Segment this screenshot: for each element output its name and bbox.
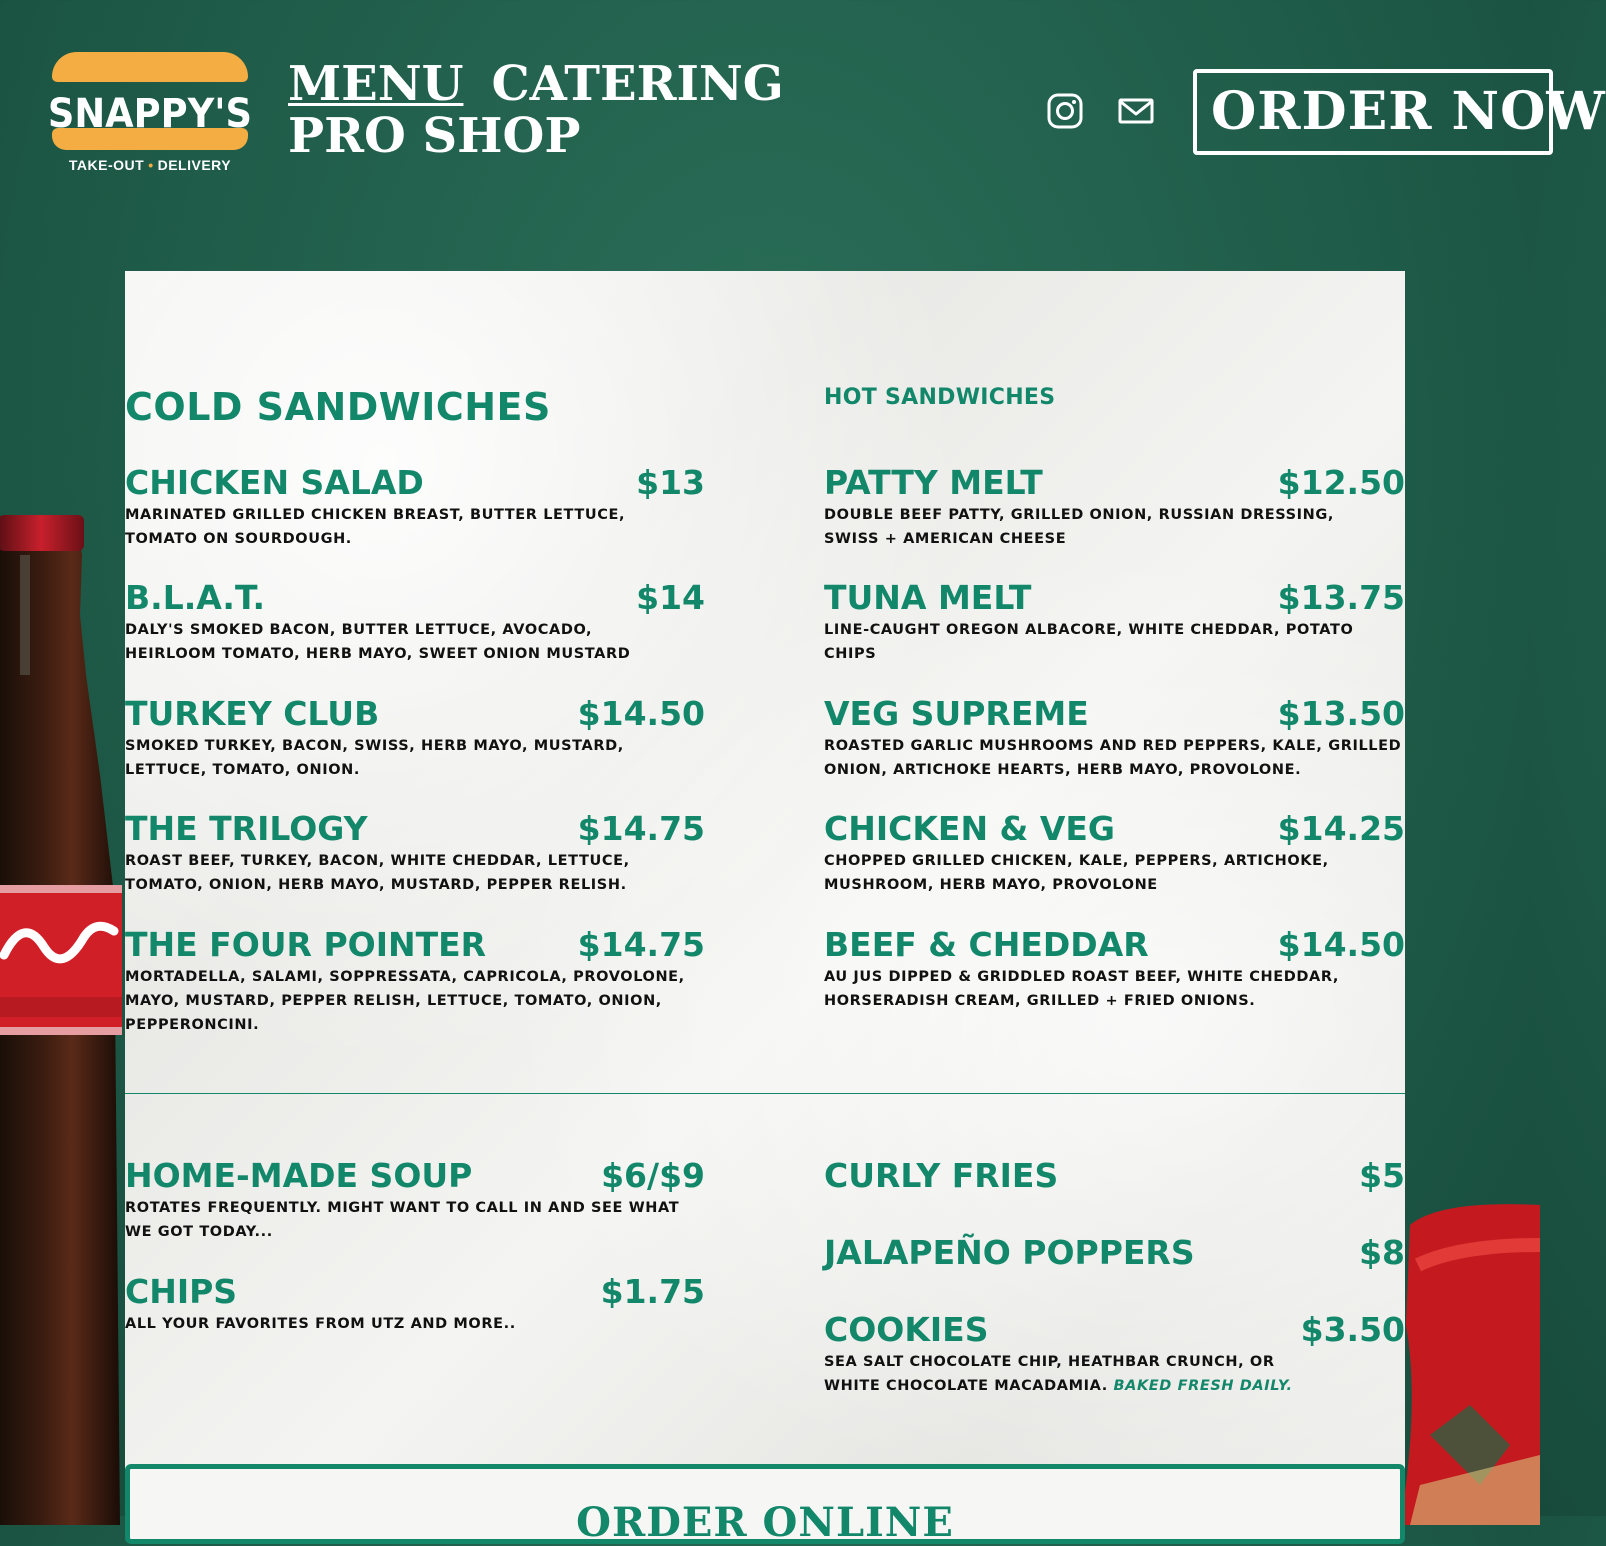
- item-description: MORTADELLA, SALAMI, SOPPRESSATA, CAPRICOLA, PROVOLONE, MAYO, MUSTARD, PEPPER RELISH, LETTUCE, TOMATO, ONION, PEPPERONCINI.: [125, 969, 685, 1033]
- item-description: [824, 1350, 1324, 1398]
- order-online-label: ORDER ONLINE: [576, 1499, 954, 1546]
- logo-tagline: [46, 157, 254, 173]
- item-name: TUNA MELT: [824, 578, 1032, 617]
- item-name: B.L.A.T.: [125, 578, 265, 617]
- item-price: $14.75: [577, 925, 705, 964]
- item-price: $14.50: [577, 694, 705, 733]
- item-name: HOME-MADE SOUP: [125, 1156, 473, 1195]
- item-description: DALY'S SMOKED BACON, BUTTER LETTUCE, AVOCADO, HEIRLOOM TOMATO, HERB MAYO, SWEET ONION MUSTARD: [125, 622, 631, 662]
- order-now-button[interactable]: ORDER NOW: [1193, 69, 1553, 155]
- item-name: CURLY FRIES: [824, 1156, 1059, 1195]
- item-description: CHOPPED GRILLED CHICKEN, KALE, PEPPERS, ARTICHOKE, MUSHROOM, HERB MAYO, PROVOLONE: [824, 853, 1329, 893]
- item-price: $3.50: [1300, 1310, 1405, 1349]
- item-name: CHIPS: [125, 1272, 238, 1311]
- item-description: MARINATED GRILLED CHICKEN BREAST, BUTTER LETTUCE, TOMATO ON SOURDOUGH.: [125, 507, 626, 547]
- item-price: $5: [1359, 1156, 1405, 1195]
- item-price: $8: [1359, 1233, 1405, 1272]
- item-description: ROTATES FREQUENTLY. MIGHT WANT TO CALL IN AND SEE WHAT WE GOT TODAY...: [125, 1200, 680, 1240]
- item-price: $6/$9: [601, 1156, 705, 1195]
- chip-bag-image: [1400, 1205, 1540, 1525]
- item-description: LINE-CAUGHT OREGON ALBACORE, WHITE CHEDDAR, POTATO CHIPS: [824, 622, 1354, 662]
- tagline-dot: •: [148, 157, 154, 173]
- item-name: COOKIES: [824, 1310, 989, 1349]
- tagline-delivery: DELIVERY: [157, 157, 232, 173]
- item-description: AU JUS DIPPED & GRIDDLED ROAST BEEF, WHITE CHEDDAR, HORSERADISH CREAM, GRILLED + FRIED ONIONS.: [824, 969, 1339, 1009]
- nav-menu-link[interactable]: MENU: [288, 56, 464, 112]
- item-name: TURKEY CLUB: [125, 694, 380, 733]
- item-description: ALL YOUR FAVORITES FROM UTZ AND MORE..: [125, 1316, 516, 1332]
- item-description: SMOKED TURKEY, BACON, SWISS, HERB MAYO, MUSTARD, LETTUCE, TOMATO, ONION.: [125, 738, 624, 778]
- item-name: THE TRILOGY: [125, 809, 368, 848]
- main-nav: [288, 58, 808, 162]
- item-price: $12.50: [1277, 463, 1405, 502]
- item-price: $13.50: [1277, 694, 1405, 733]
- item-name: JALAPEÑO POPPERS: [824, 1233, 1195, 1272]
- order-online-button[interactable]: [125, 1464, 1405, 1544]
- item-name: VEG SUPREME: [824, 694, 1089, 733]
- item-description: ROASTED GARLIC MUSHROOMS AND RED PEPPERS, KALE, GRILLED ONION, ARTICHOKE HEARTS, HERB MAYO, PROVOLONE.: [824, 738, 1402, 778]
- item-name: CHICKEN SALAD: [125, 463, 424, 502]
- item-name: PATTY MELT: [824, 463, 1043, 502]
- item-price: $13.75: [1277, 578, 1405, 617]
- tagline-takeout: TAKE-OUT: [68, 157, 145, 173]
- item-price: $14.75: [577, 809, 705, 848]
- item-price: $1.75: [600, 1272, 705, 1311]
- cola-bottle-image: [0, 515, 130, 1525]
- item-price: $14.50: [1277, 925, 1405, 964]
- logo-bun-top: [52, 52, 248, 82]
- nav-catering-link[interactable]: CATERING: [491, 56, 784, 112]
- menu-board: [125, 271, 1405, 1546]
- item-price: $13: [636, 463, 705, 502]
- section-divider: [125, 1093, 1405, 1094]
- nav-pro-shop-link[interactable]: PRO SHOP: [288, 108, 581, 164]
- item-name: THE FOUR POINTER: [125, 925, 487, 964]
- item-name: CHICKEN & VEG: [824, 809, 1115, 848]
- item-name: BEEF & CHEDDAR: [824, 925, 1149, 964]
- snappys-logo[interactable]: [46, 52, 254, 176]
- cookies-description: SEA SALT CHOCOLATE CHIP, HEATHBAR CRUNCH, OR WHITE CHOCOLATE MACADAMIA.: [824, 1354, 1275, 1394]
- logo-wordmark-band: [46, 83, 254, 145]
- item-description: DOUBLE BEEF PATTY, GRILLED ONION, RUSSIAN DRESSING, SWISS + AMERICAN CHEESE: [824, 507, 1335, 547]
- item-price: $14: [636, 578, 705, 617]
- mail-icon[interactable]: [1117, 92, 1155, 130]
- cold-sandwiches-heading: COLD SANDWICHES: [125, 385, 551, 429]
- hot-sandwiches-heading: HOT SANDWICHES: [824, 385, 1056, 410]
- logo-wordmark: SNAPPY'S: [47, 91, 253, 137]
- item-description: ROAST BEEF, TURKEY, BACON, WHITE CHEDDAR, LETTUCE, TOMATO, ONION, HERB MAYO, MUSTARD, PEPPER RELISH.: [125, 853, 630, 893]
- instagram-icon[interactable]: [1046, 92, 1084, 130]
- baked-fresh-note: BAKED FRESH DAILY.: [1113, 1378, 1293, 1394]
- item-price: $14.25: [1277, 809, 1405, 848]
